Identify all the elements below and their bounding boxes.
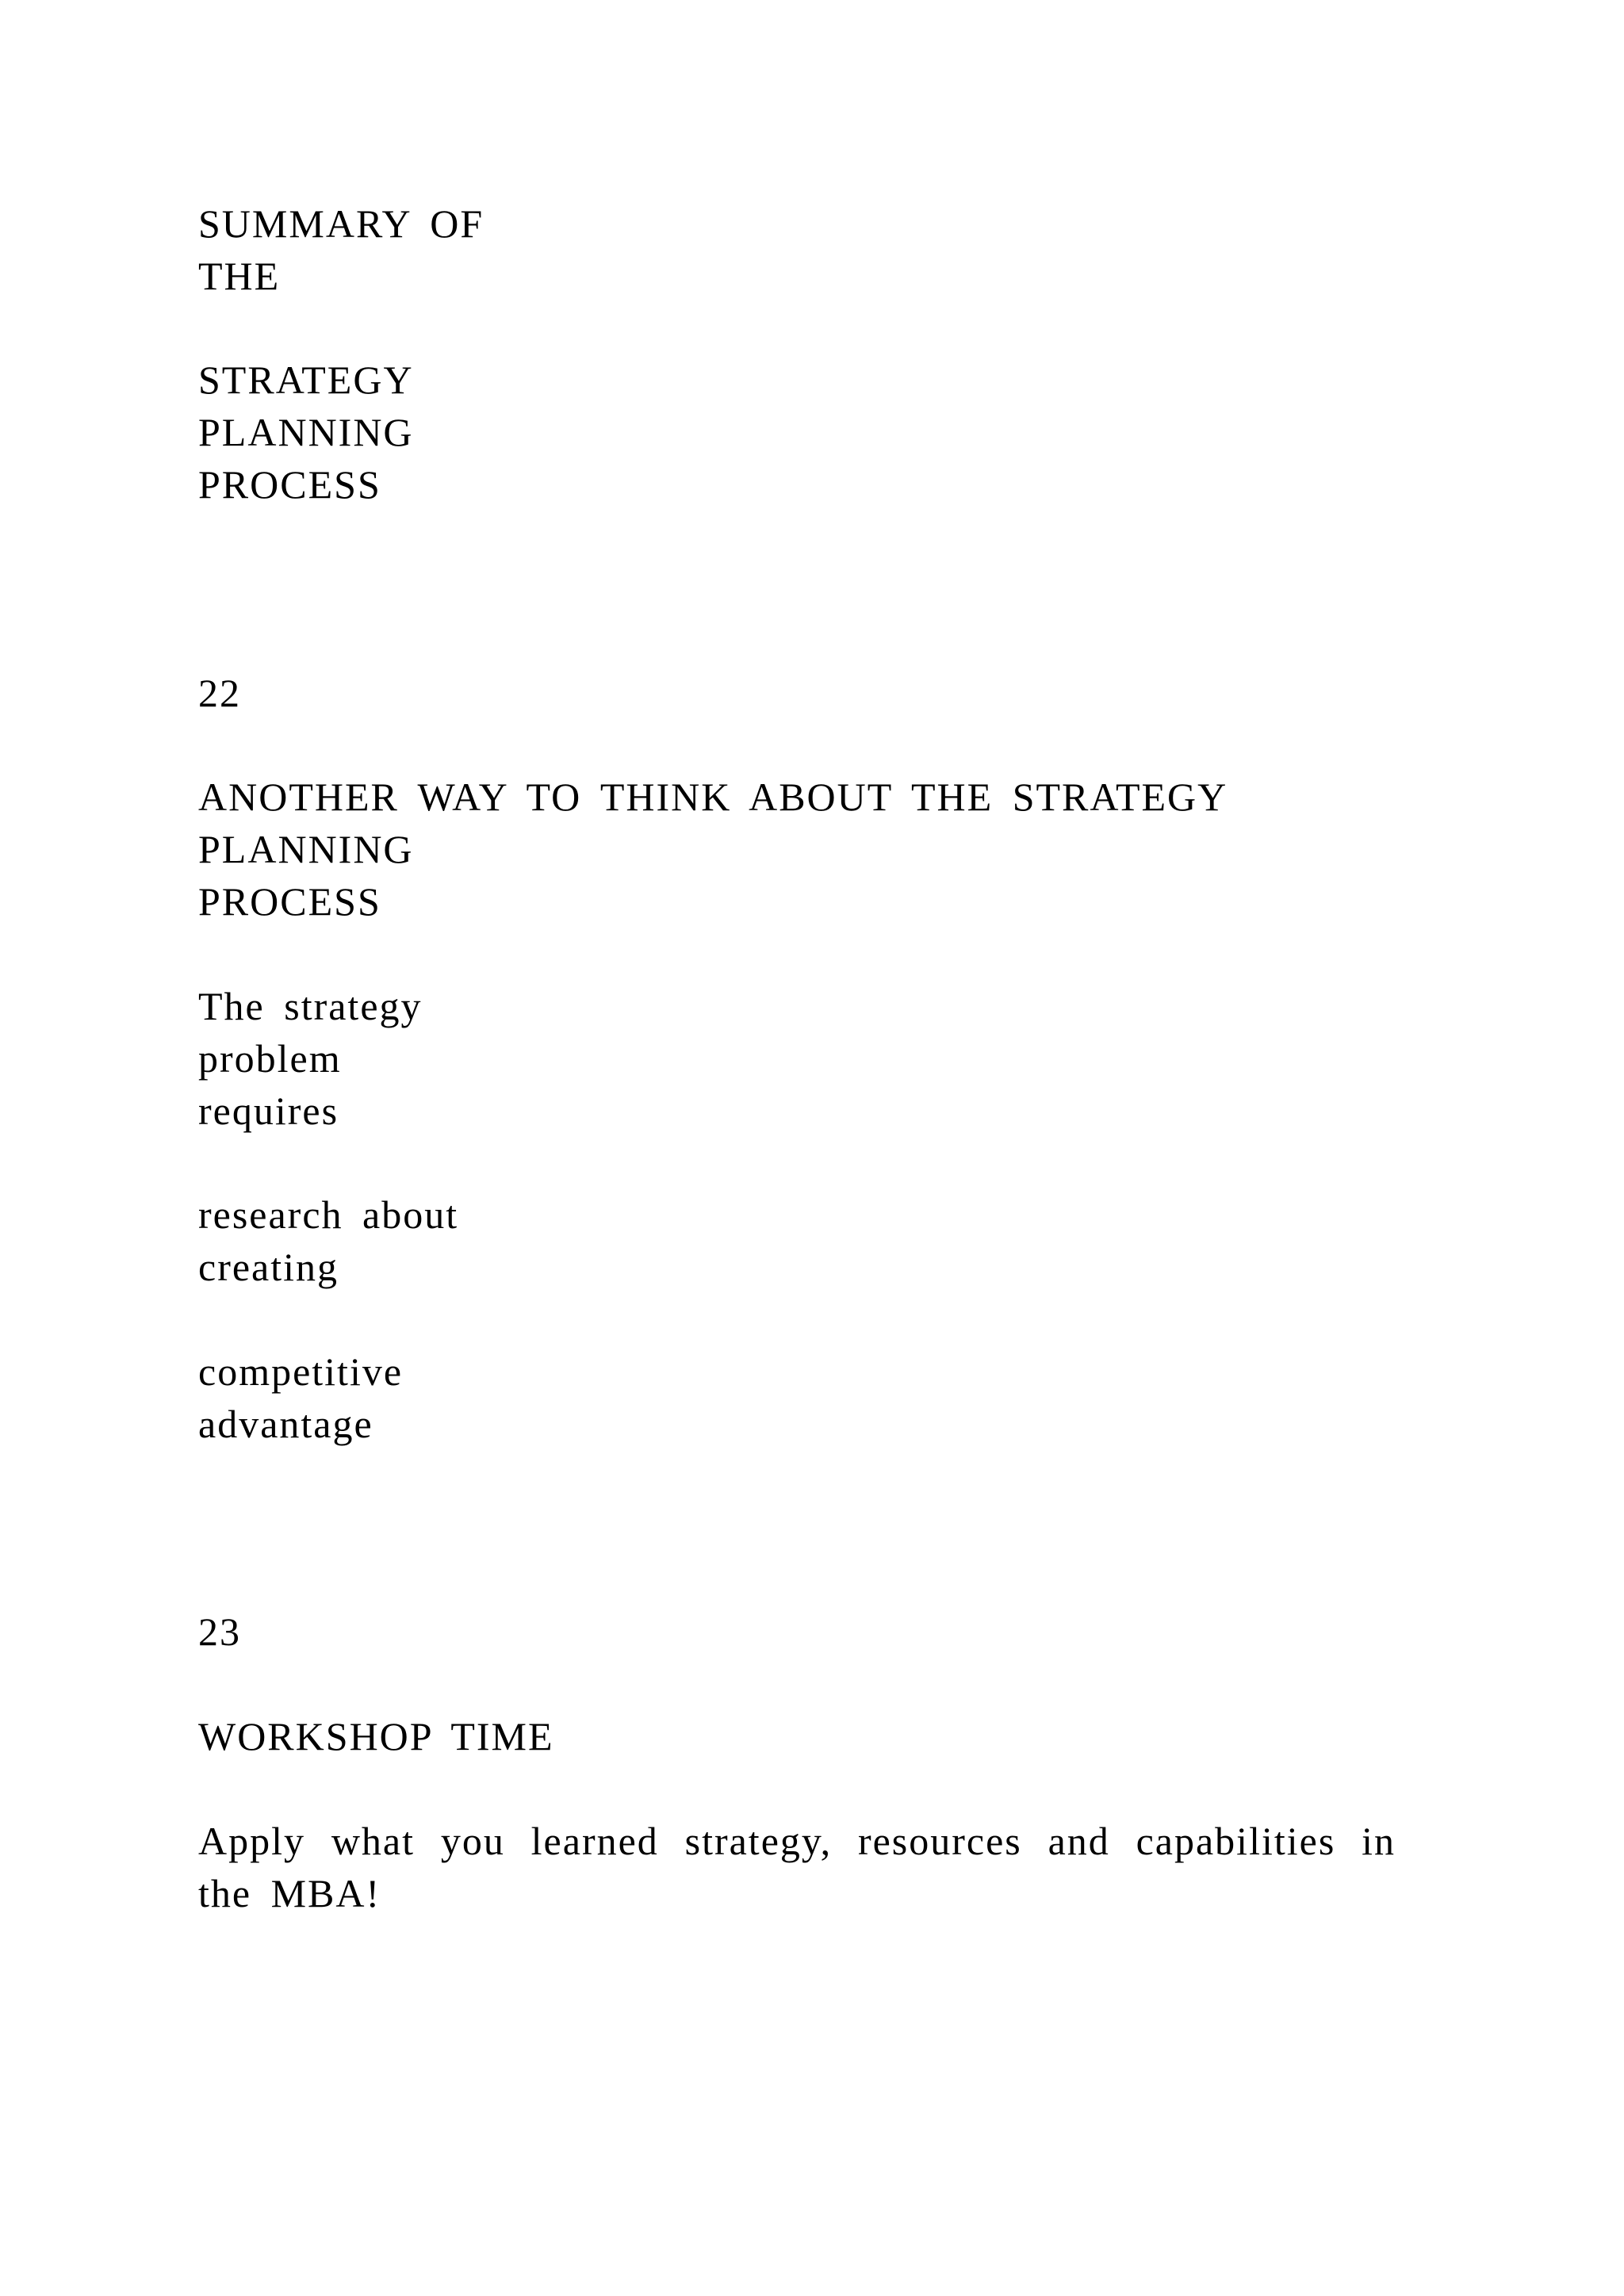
body-line: The strategy: [198, 984, 423, 1028]
body-line: advantage: [198, 1402, 373, 1446]
section-title-line: ANOTHER WAY TO THINK ABOUT THE STRATEGY: [198, 775, 1228, 819]
section-title-line: PLANNING: [198, 410, 414, 454]
page-number: 23: [198, 1609, 241, 1654]
body-line: competitive: [198, 1349, 404, 1394]
body-line: Apply what you learned strategy, resources and capabilities in: [198, 1819, 1396, 1863]
section-title: WORKSHOP TIME: [198, 1714, 554, 1758]
section-title-line: SUMMARY OF: [198, 201, 485, 246]
body-line: problem: [198, 1036, 342, 1081]
body-line: creating: [198, 1245, 339, 1289]
section-title-line: STRATEGY: [198, 358, 414, 402]
section-title-line: THE: [198, 254, 281, 298]
section-title-line: PROCESS: [198, 879, 381, 924]
body-line: requires: [198, 1089, 339, 1133]
body-line: research about: [198, 1192, 459, 1237]
body-line: the MBA!: [198, 1871, 381, 1915]
section-title-line: PROCESS: [198, 462, 381, 507]
section-title-line: PLANNING: [198, 827, 414, 871]
page-number: 22: [198, 671, 241, 715]
